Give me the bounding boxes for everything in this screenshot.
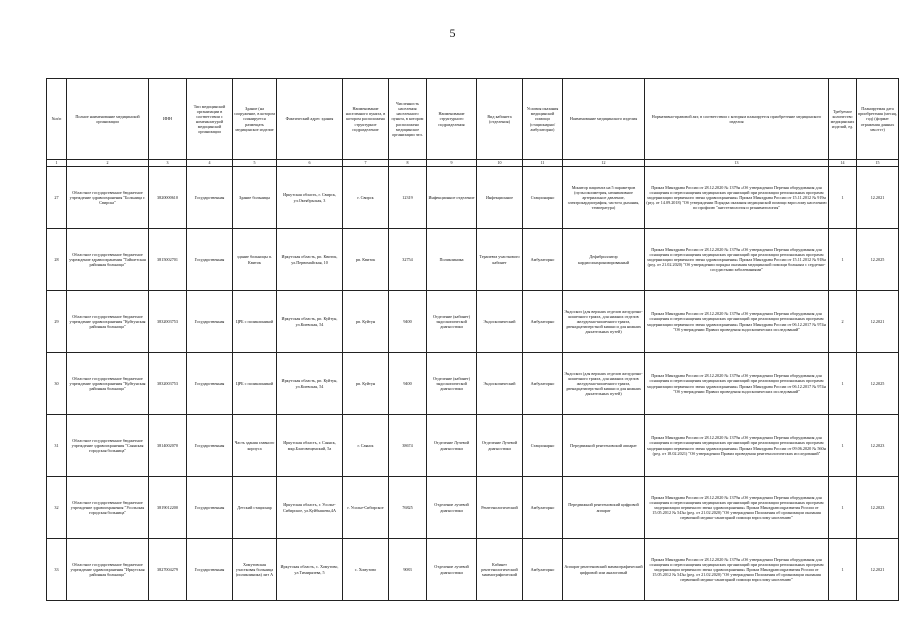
table-row — [47, 291, 899, 353]
column-number: 5 — [233, 160, 277, 167]
column-number: 3 — [149, 160, 187, 167]
device-name: Эндоскоп (для верхних отделов желудочно-кишечного тракта, для нижних отделов желудочно-кишечного тракта, двенадцатиперстной кишки и для нижних дыхательных путей) — [563, 353, 645, 415]
quantity: 1 — [829, 167, 857, 229]
table-row — [47, 415, 899, 477]
cabinet-type: Эндоскопический — [477, 353, 523, 415]
population: 9400 — [389, 291, 427, 353]
table-row — [47, 353, 899, 415]
column-number: 10 — [477, 160, 523, 167]
column-header: Полное наименование медицинской организации — [67, 79, 149, 160]
cabinet-type: Рентгенологический — [477, 477, 523, 539]
column-number-row — [47, 160, 899, 167]
column-header: Планируемая дата приобретения (месяц, год) (формат отражения данных мм.гггг) — [857, 79, 899, 160]
device-name: Эндоскоп (для верхних отделов желудочно-кишечного тракта, для нижних отделов желудочно-кишечного тракта, двенадцатиперстной кишки и для нижних дыхательных путей) — [563, 291, 645, 353]
structural-unit: Поликлиника — [427, 229, 477, 291]
organization-name: Областное государственное бюджетное учреждение здравоохранения "Усольская городская больница" — [67, 477, 149, 539]
organization-name: Областное государственное бюджетное учреждение здравоохранения "Саянская городская больница" — [67, 415, 149, 477]
device-name: Аппарат рентгеновский маммографический цифровой или аналоговый — [563, 539, 645, 601]
column-number: 1 — [47, 160, 67, 167]
locality: г. Усолье-Сибирское — [343, 477, 389, 539]
address: Иркутская область, г. Усолье-Сибирское, ул.Куйбышева,4А — [277, 477, 343, 539]
table-body — [47, 167, 899, 601]
column-number: 12 — [563, 160, 645, 167]
building: Хомутовская участковая больница (поликлиника) лит А — [233, 539, 277, 601]
device-name: Монитор пациента на 5 параметров (пульсоксиметрия, неинвазивное артериальное давление, электрокардиография, частота дыхания, температура) — [563, 167, 645, 229]
device-name: Передвижной рентгеновский аппарат — [563, 415, 645, 477]
column-header: Фактический адрес здания — [277, 79, 343, 160]
building: Часть здания главного корпуса — [233, 415, 277, 477]
population: 9083 — [389, 539, 427, 601]
inn: 3820000610 — [149, 167, 187, 229]
cabinet-type: Отделение Лучевой диагностики — [477, 415, 523, 477]
purchase-date: 12.2023 — [857, 477, 899, 539]
inn: 3814002070 — [149, 415, 187, 477]
organization-name: Областное государственное бюджетное учреждение здравоохранения "Тайшетская районная больница" — [67, 229, 149, 291]
header-row — [47, 79, 899, 160]
address: Иркутская область, г. Свирск, ул.Октябрьская, 3 — [277, 167, 343, 229]
legal-act: Приказ Минздрава России от 28.12.2020 № 1379н «Об утверждении Перечня оборудования для оснащения и переоснащения медицинских организаций при реализации региональных программ модернизации первичного звена здравоохранения» Приказ Минздравсоцразвития России от 15.05.2012 № 543н (ред. от 21.02.2020) "Об утверждении Положения об организации оказания первичной медико-санитарной помощи взрослому населению" — [645, 539, 829, 601]
locality: рп. Куйтун — [343, 291, 389, 353]
care-conditions: Амбулаторно — [523, 477, 563, 539]
inn: 3832003753 — [149, 353, 187, 415]
organization-type: Государственная — [187, 477, 233, 539]
quantity: 1 — [829, 415, 857, 477]
column-header: Наименование населенного пункта, в котором расположена структурное подразделение — [343, 79, 389, 160]
inn: 3815002701 — [149, 229, 187, 291]
population: 12319 — [389, 167, 427, 229]
quantity: 1 — [829, 539, 857, 601]
organization-name: Областное государственное бюджетное учреждение здравоохранения "Иркутская районная больница" — [67, 539, 149, 601]
organization-name: Областное государственное бюджетное учреждение здравоохранения "Больница г. Свирска" — [67, 167, 149, 229]
structural-unit: Отделение (кабинет) эндоскопической диагностики — [427, 353, 477, 415]
purchase-date: 12.2021 — [857, 167, 899, 229]
cabinet-type: Эндоскопический — [477, 291, 523, 353]
cabinet-type: Инфекционное — [477, 167, 523, 229]
column-number: 14 — [829, 160, 857, 167]
legal-act: Приказ Минздрава России от 28.12.2020 № 1379н «Об утверждении Перечня оборудования для оснащения и переоснащения медицинских организаций при реализации региональных программ модернизации первичного звена здравоохранения» Приказ Минздрава России от 15.11.2012 № 918н (ред. от 21.02.2020) "Об утверждении порядка оказания медицинской помощи больным с сердечно-сосудистыми заболеваниями" — [645, 229, 829, 291]
structural-unit: Отделение лучевой диагностики — [427, 477, 477, 539]
locality: г. Саянск — [343, 415, 389, 477]
column-header: Тип медицинской организации в соответствии с номенклатурой медицинской организации — [187, 79, 233, 160]
column-header: Условия оказания медицинской помощи (стационарно/амбулаторно) — [523, 79, 563, 160]
building: Здание больницы — [233, 167, 277, 229]
population: 32754 — [389, 229, 427, 291]
column-number: 9 — [427, 160, 477, 167]
column-header: ИНН — [149, 79, 187, 160]
column-header: Наименование структурного подразделения — [427, 79, 477, 160]
address: Иркутская область, с. Хомутово, ул.Тимирязева, 5 — [277, 539, 343, 601]
column-number: 2 — [67, 160, 149, 167]
row-number: 33 — [47, 539, 67, 601]
column-header: Требуемое количество медицинских изделий, ед. — [829, 79, 857, 160]
care-conditions: Амбулаторно — [523, 539, 563, 601]
device-name: Передвижной рентгеновский цифровой аппарат — [563, 477, 645, 539]
population: 76825 — [389, 477, 427, 539]
purchase-date: 12.2023 — [857, 415, 899, 477]
column-number: 11 — [523, 160, 563, 167]
address: Иркутская область, рп. Куйтун, ул.Киевская, 54 — [277, 353, 343, 415]
organization-type: Государственная — [187, 353, 233, 415]
quantity: 1 — [829, 477, 857, 539]
row-number: 32 — [47, 477, 67, 539]
organization-type: Государственная — [187, 229, 233, 291]
care-conditions: Стационарно — [523, 167, 563, 229]
table-row — [47, 539, 899, 601]
building: ЦРБ с поликлиникой — [233, 291, 277, 353]
purchase-date: 12.2021 — [857, 539, 899, 601]
care-conditions: Стационарно — [523, 415, 563, 477]
inn: 3832003753 — [149, 291, 187, 353]
structural-unit: Отделение лучевой диагностики — [427, 539, 477, 601]
locality: с. Хомутово — [343, 539, 389, 601]
organization-type: Государственная — [187, 539, 233, 601]
locality: рп. Куйтун — [343, 353, 389, 415]
address: Иркутская область, г. Саянск, мкр.Благовещенский, 5а — [277, 415, 343, 477]
column-number: 15 — [857, 160, 899, 167]
equipment-table — [46, 78, 899, 601]
care-conditions: Амбулаторно — [523, 291, 563, 353]
purchase-date: 12.2025 — [857, 229, 899, 291]
row-number: 31 — [47, 415, 67, 477]
inn: 3827004279 — [149, 539, 187, 601]
building: Детский стационар — [233, 477, 277, 539]
legal-act: Приказ Минздрава России от 28.12.2020 № 1379н «Об утверждении Перечня оборудования для оснащения и переоснащения медицинских организаций при реализации региональных программ модернизации первичного звена здравоохранения» Приказ Минздрава России от 15.11.2012 № 919н (ред. от 14.09.2018) "Об утверждении Порядка оказания медицинской помощи взрослому населению по профилю "анестезиология и реаниматология" — [645, 167, 829, 229]
organization-type: Государственная — [187, 291, 233, 353]
organization-type: Государственная — [187, 167, 233, 229]
column-header: Здание (на сооружение, в котором планируется размещать медицинское изделие — [233, 79, 277, 160]
page-number: 5 — [449, 26, 456, 40]
quantity: 2 — [829, 291, 857, 353]
structural-unit: Отделение Лучевой диагностики — [427, 415, 477, 477]
address: Иркутская область, рп. Куйтун, ул.Киевская, 54 — [277, 291, 343, 353]
row-number: 28 — [47, 229, 67, 291]
locality: рп. Квиток — [343, 229, 389, 291]
device-name: Дефибриллятор кардиосинхронизированный — [563, 229, 645, 291]
column-header: Наименование медицинского изделия — [563, 79, 645, 160]
table-row — [47, 229, 899, 291]
building: здание больницы п. Квиток — [233, 229, 277, 291]
row-number: 29 — [47, 291, 67, 353]
care-conditions: Амбулаторно — [523, 229, 563, 291]
table-row — [47, 477, 899, 539]
cabinet-type: Кабинет рентгенологический маммографический — [477, 539, 523, 601]
organization-name: Областное государственное бюджетное учреждение здравоохранения "Куйтунская районная больница" — [67, 353, 149, 415]
inn: 3819012200 — [149, 477, 187, 539]
care-conditions: Амбулаторно — [523, 353, 563, 415]
structural-unit: Инфекционное отделение — [427, 167, 477, 229]
purchase-date: 12.2021 — [857, 291, 899, 353]
purchase-date: 12.2025 — [857, 353, 899, 415]
column-header: Нормативно-правовой акт, в соответствии с которым планируется приобретение медицинского изделия — [645, 79, 829, 160]
row-number: 27 — [47, 167, 67, 229]
address: Иркутская область, рп. Квиток, ул.Первомайская, 10 — [277, 229, 343, 291]
structural-unit: Отделение (кабинет) эндоскопической диагностики — [427, 291, 477, 353]
legal-act: Приказ Минздрава России от 28.12.2020 № 1379н «Об утверждении Перечня оборудования для оснащения и переоснащения медицинских организаций при реализации региональных программ модернизации первичного звена здравоохранения» Приказ Минздрава России от 06.12.2017 № 974н "Об утверждении Правил проведения эндоскопических исследований" — [645, 353, 829, 415]
table-row — [47, 167, 899, 229]
column-header: №п/п — [47, 79, 67, 160]
population: 38674 — [389, 415, 427, 477]
legal-act: Приказ Минздрава России от 28.12.2020 № 1379н «Об утверждении Перечня оборудования для оснащения и переоснащения медицинских организаций при реализации региональных программ модернизации первичного звена здравоохранения» Приказ Минздрава России от 09.06.2020 № 560н (ред. от 18.02.2021) "Об утверждении Правил проведения рентгенологических исследований" — [645, 415, 829, 477]
column-number: 7 — [343, 160, 389, 167]
column-number: 4 — [187, 160, 233, 167]
organization-type: Государственная — [187, 415, 233, 477]
building: ЦРБ с поликлиникой — [233, 353, 277, 415]
quantity: 1 — [829, 353, 857, 415]
cabinet-type: Терапевта участкового кабинет — [477, 229, 523, 291]
locality: г. Свирск — [343, 167, 389, 229]
column-header: Численность населения населенного пункта, в котором расположено медицинское организации чел. — [389, 79, 427, 160]
column-header: Вид кабинета (отделения) — [477, 79, 523, 160]
organization-name: Областное государственное бюджетное учреждение здравоохранения "Куйтунская районная больница" — [67, 291, 149, 353]
legal-act: Приказ Минздрава России от 28.12.2020 № 1379н «Об утверждении Перечня оборудования для оснащения и переоснащения медицинских организаций при реализации региональных программ модернизации первичного звена здравоохранения» Приказ Минздравсоцразвития России от 15.05.2012 № 543н (ред. от 21.02.2020) "Об утверждении Положения об организации оказания первичной медико-санитарной помощи взрослому населению" — [645, 477, 829, 539]
population: 9400 — [389, 353, 427, 415]
column-number: 13 — [645, 160, 829, 167]
quantity: 1 — [829, 229, 857, 291]
column-number: 8 — [389, 160, 427, 167]
legal-act: Приказ Минздрава России от 28.12.2020 № 1379н «Об утверждении Перечня оборудования для оснащения и переоснащения медицинских организаций при реализации региональных программ модернизации первичного звена здравоохранения» Приказ Минздрава России от 06.12.2017 № 974н "Об утверждении Правил проведения эндоскопических исследований" — [645, 291, 829, 353]
row-number: 30 — [47, 353, 67, 415]
column-number: 6 — [277, 160, 343, 167]
